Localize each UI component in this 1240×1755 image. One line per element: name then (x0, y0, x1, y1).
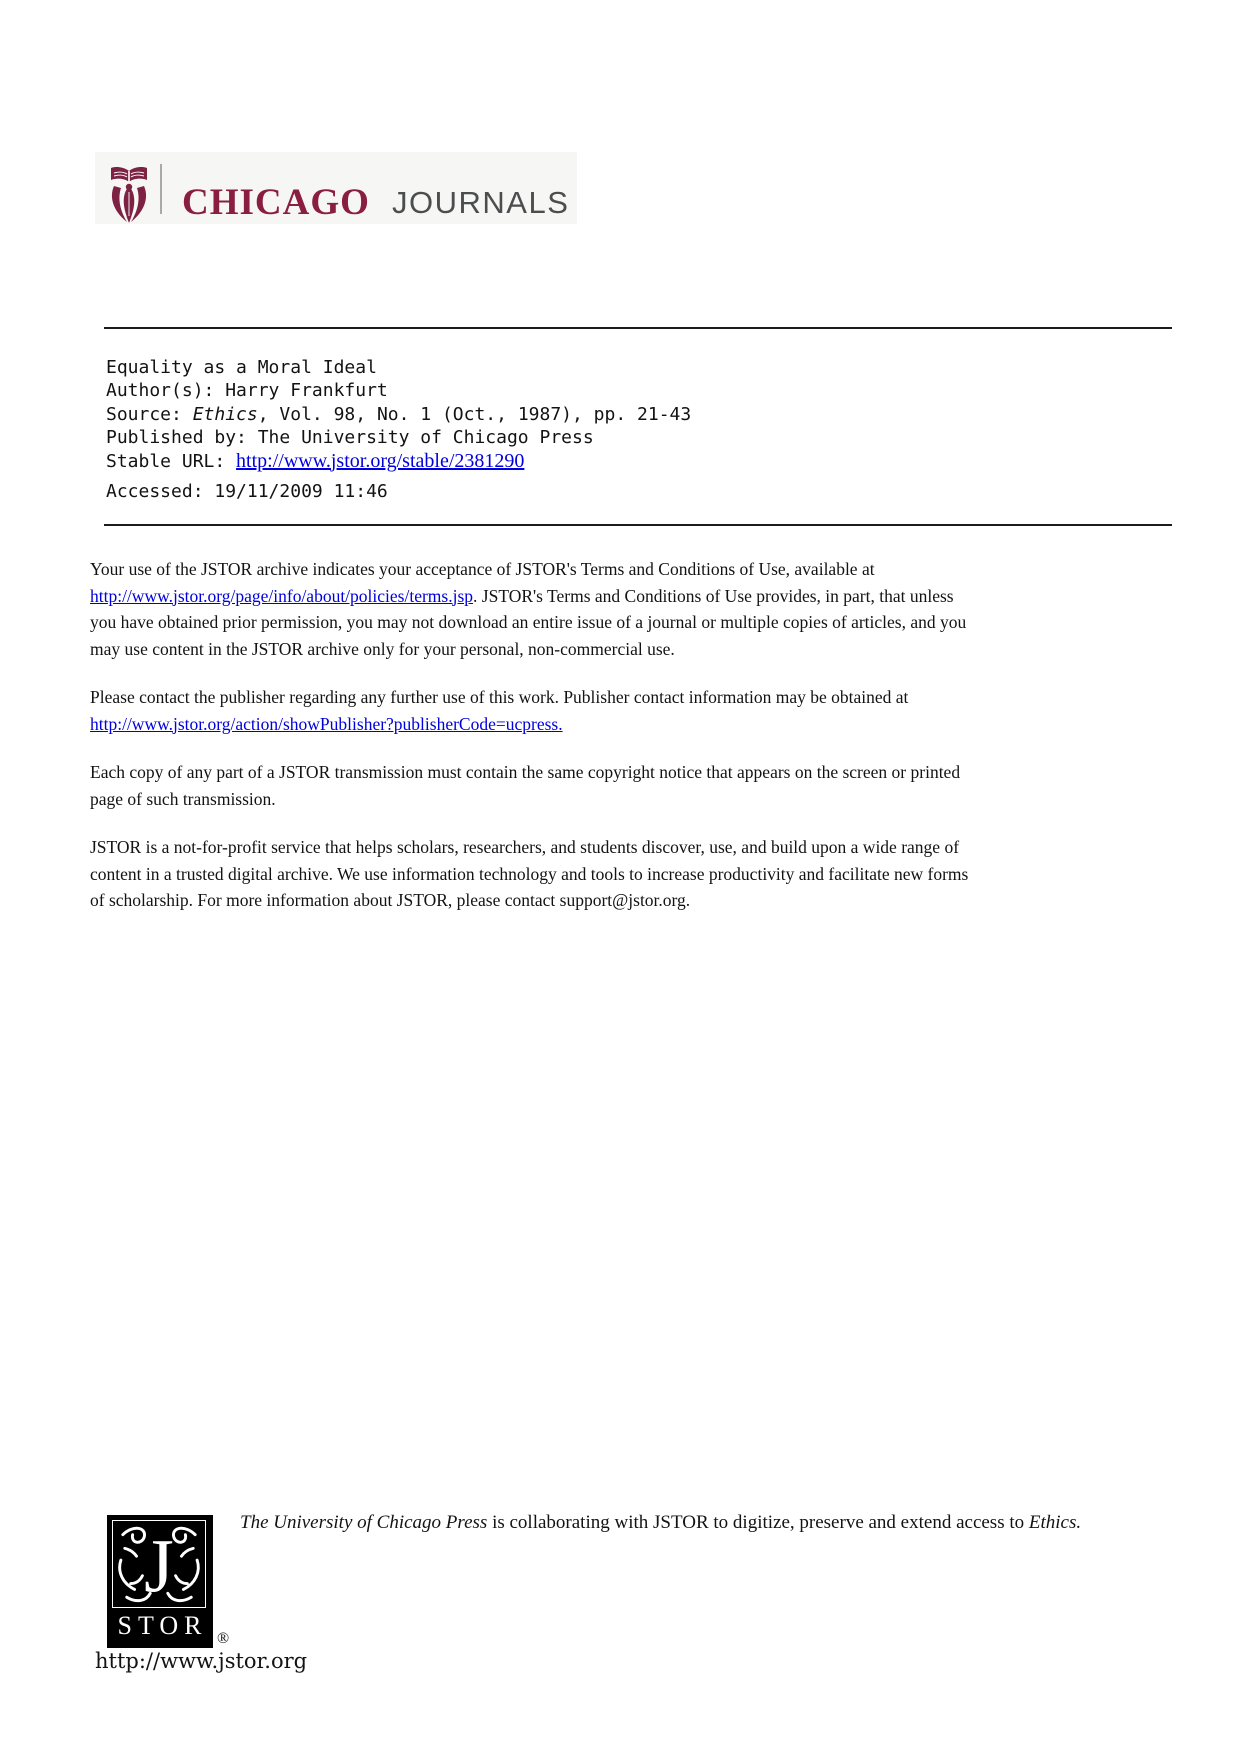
jstor-logo (107, 1515, 213, 1648)
terms-and-conditions (90, 556, 1180, 936)
masthead-chicago-text: CHICAGO (182, 182, 370, 223)
article-authors: Author(s): Harry Frankfurt (106, 380, 388, 402)
terms-paragraph-2 (90, 684, 1180, 737)
terms-policy-link[interactable]: http://www.jstor.org/page/info/about/policies/terms.jsp (90, 585, 474, 606)
collaboration-note (240, 1512, 1081, 1534)
terms-paragraph-3 (90, 759, 1180, 812)
registered-trademark-symbol: ® (217, 1630, 230, 1647)
masthead-divider (160, 164, 162, 214)
jstor-url-text: http://www.jstor.org (95, 1649, 308, 1673)
jstor-logo-frame (112, 1520, 206, 1608)
jstor-j-letter: J (144, 1524, 174, 1607)
journal-name: Ethics (192, 403, 258, 425)
article-title: Equality as a Moral Ideal (106, 357, 377, 378)
text-line: of scholarship. For more information about JSTOR, please contact support@jstor.org. (90, 890, 691, 910)
accessed-line: Accessed: 19/11/2009 11:46 (106, 481, 388, 503)
terms-paragraph-4 (90, 834, 1180, 914)
source-details: , Vol. 98, No. 1 (Oct., 1987), pp. 21-43 (257, 403, 692, 425)
source-label: Source: (106, 403, 193, 425)
jstor-stor-text: STOR (117, 1611, 208, 1640)
publisher-info-link[interactable]: http://www.jstor.org/action/showPublisher?publisherCode=ucpress. (90, 713, 563, 734)
divider-rule-top (104, 327, 1172, 329)
jstor-ornate-j-icon (113, 1521, 205, 1607)
text-line: JSTOR is a not-for-profit service that helps scholars, researchers, and students discover, use, and build upon a wide range of (90, 837, 960, 857)
text-line (90, 714, 563, 734)
collab-journal-name: Ethics. (1028, 1512, 1082, 1533)
masthead-journals-text: JOURNALS (392, 185, 570, 220)
text-line: may use content in the JSTOR archive only for your personal, non-commercial use. (90, 638, 675, 659)
stable-url-link[interactable]: http://www.jstor.org/stable/2381290 (236, 449, 525, 472)
collab-publisher-name: The University of Chicago Press (240, 1512, 488, 1533)
collab-text: is collaborating with JSTOR to digitize, preserve and extend access to (487, 1512, 1029, 1533)
stable-url-label: Stable URL: (106, 450, 237, 472)
terms-paragraph-1 (90, 556, 1180, 662)
article-source (106, 403, 691, 426)
divider-rule-middle (104, 524, 1172, 526)
text-line: you have obtained prior permission, you may not download an entire issue of a journal or multiple copies of articles, and you (90, 612, 967, 632)
uchicago-phoenix-crest-icon (106, 166, 152, 224)
text-line: content in a trusted digital archive. We use information technology and tools to increase productivity and facilitate new forms (90, 863, 969, 884)
text-line: Your use of the JSTOR archive indicates your acceptance of JSTOR's Terms and Conditions of Use, available at (90, 559, 875, 579)
text-line-rest: . JSTOR's Terms and Conditions of Use provides, in part, that unless (473, 585, 954, 606)
chicago-journals-masthead (95, 152, 577, 224)
text-line: Each copy of any part of a JSTOR transmission must contain the same copyright notice that appears on the screen or printed (90, 762, 961, 782)
stable-url-line (106, 450, 691, 473)
article-metadata (106, 356, 691, 503)
article-publisher: Published by: The University of Chicago Press (106, 427, 594, 449)
text-line: Please contact the publisher regarding any further use of this work. Publisher contact information may be obtained at (90, 687, 909, 707)
text-line: page of such transmission. (90, 788, 276, 809)
text-line (90, 586, 954, 606)
